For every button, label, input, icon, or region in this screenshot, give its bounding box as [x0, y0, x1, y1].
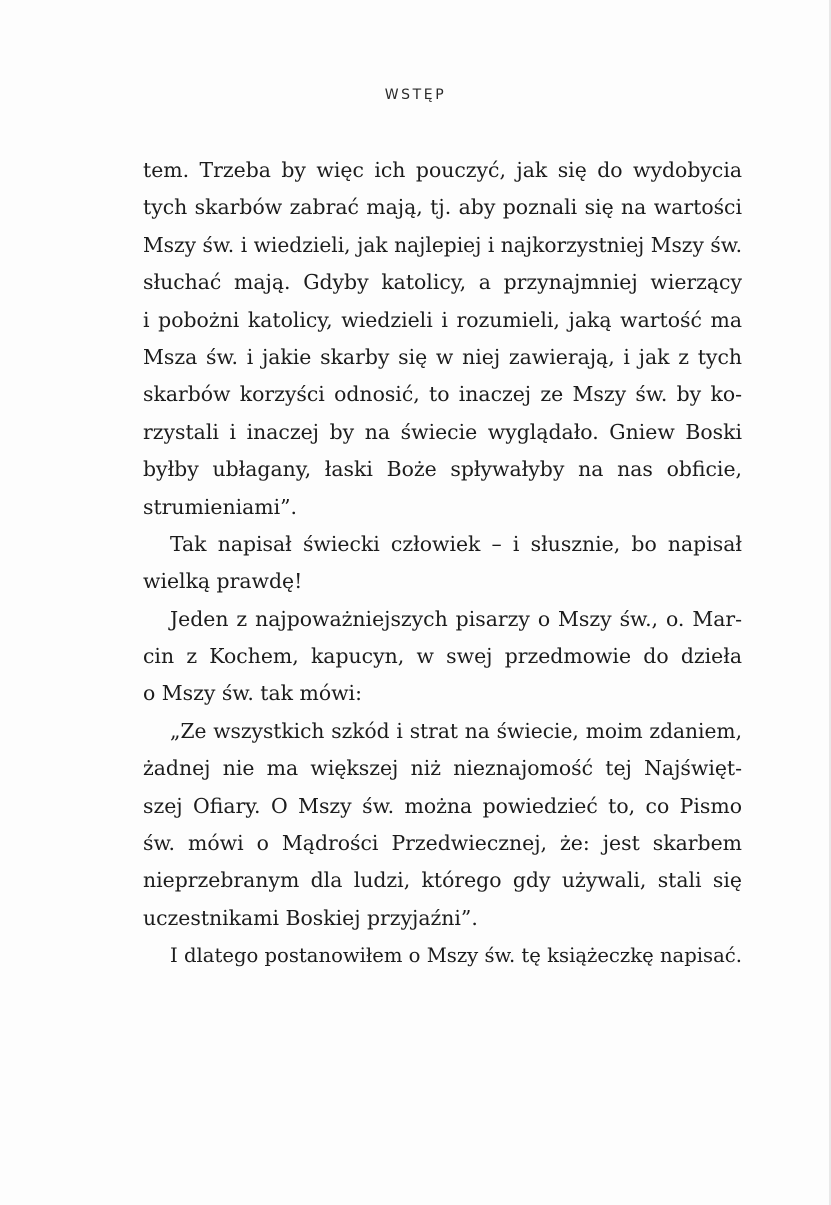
text-line: św. mówi o Mądrości Przedwiecznej, że: jest skarbem: [143, 831, 742, 856]
text-line: tych skarbów zabrać mają, tj. aby poznali się na wartości: [143, 195, 742, 220]
text-line: „Ze wszystkich szkód i strat na świecie, moim zdaniem,: [170, 718, 742, 743]
text-line: Msza św. i jakie skarby się w niej zawierają, i jak z tych: [143, 344, 742, 369]
running-head: WSTĘP: [384, 87, 447, 103]
text-line: nieprzebranym dla ludzi, którego gdy używali, stali się: [143, 868, 742, 893]
text-line: strumieniami”.: [143, 494, 298, 519]
text-line: tem. Trzeba by więc ich pouczyć, jak się do wydobycia: [143, 158, 742, 182]
text-line: skarbów korzyści odnosić, to inaczej ze Mszy św. by ko-: [143, 382, 742, 407]
text-line: żadnej nie ma większej niż nieznajomość tej Najświęt-: [143, 756, 742, 781]
text-line: Tak napisał świecki człowiek – i słusznie, bo napisał: [170, 531, 742, 556]
text-line: rzystali i inaczej by na świecie wyglądało. Gniew Boski: [143, 419, 742, 444]
text-line: cin z Kochem, kapucyn, w swej przedmowie do dzieła: [143, 644, 742, 669]
body-text: [143, 152, 742, 975]
text-line: wielką prawdę!: [143, 569, 303, 594]
text-line: szej Ofiary. O Mszy św. można powiedzieć to, co Pismo: [143, 793, 742, 818]
text-line: byłby ubłagany, łaski Boże spływałyby na nas obficie,: [143, 457, 742, 482]
text-line: I dlatego postanowiłem o Mszy św. tę książeczkę napisać.: [170, 944, 742, 968]
text-line: słuchać mają. Gdyby katolicy, a przynajmniej wierzący: [143, 270, 742, 295]
text-line: o Mszy św. tak mówi:: [143, 681, 362, 706]
text-line: i pobożni katolicy, wiedzieli i rozumieli, jaką wartość ma: [143, 307, 742, 332]
text-line: uczestnikami Boskiej przyjaźni”.: [143, 905, 478, 930]
text-line: Jeden z najpoważniejszych pisarzy o Mszy św., o. Mar-: [170, 606, 742, 631]
text-line: Mszy św. i wiedzieli, jak najlepiej i najkorzystniej Mszy św.: [143, 232, 742, 257]
